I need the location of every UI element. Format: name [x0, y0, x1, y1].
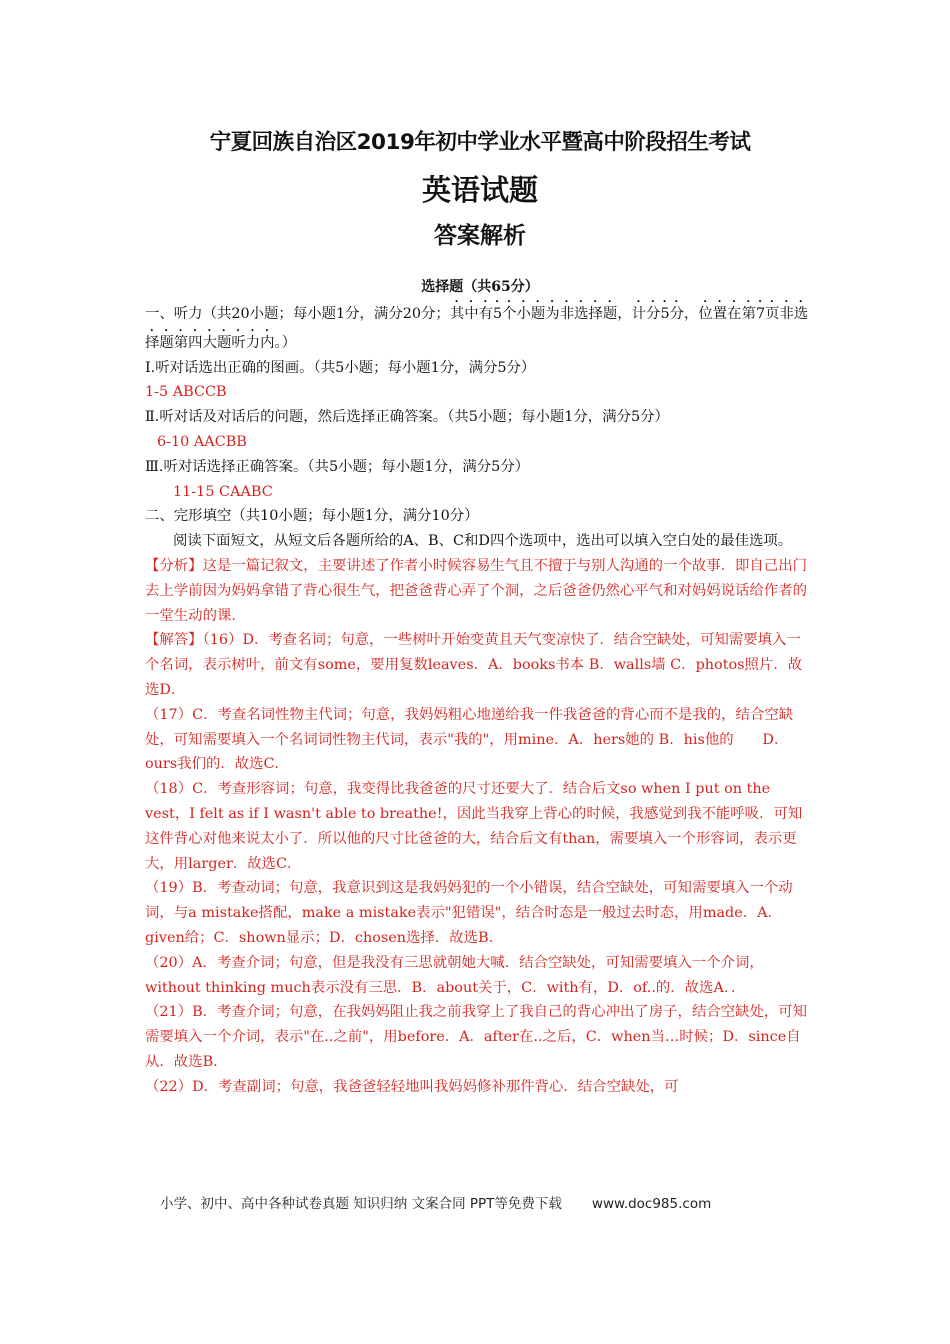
cloze-analysis: 【分析】这是一篇记叙文，主要讲述了作者小时候容易生气且不擅于与别人沟通的一个故事．即自己出门去上学前因为妈妈拿错了背心很生气，把爸爸背心弄了个洞，之后爸爸仍然心平气和对妈妈说话给作者的一堂生动的课．: [145, 557, 807, 624]
answer-q22: （22）D．考查副词；句意，我爸爸轻轻地叫我妈妈修补那件背心．结合空缺处，可: [145, 1078, 679, 1095]
cloze-instruction: 阅读下面短文，从短文后各题所给的A、B、C和D四个选项中，选出可以填入空白处的最佳选项。: [173, 533, 793, 550]
listening-part3: Ⅲ.听对话选择正确答案。（共5小题；每小题1分，满分5分）: [145, 458, 530, 475]
answer-q17: （17）C．考查名词性物主代词；句意，我妈妈粗心地递给我一件我爸爸的背心而不是我的，结合空缺处，可知需要填入一个名词词性物主代词，表示"我的"，用mine．A．hers她的 B．his他的 D．ours我们的．故选C．: [145, 706, 794, 773]
answer-q19: （19）B．考查动词；句意，我意识到这是我妈妈犯的一个小错误，结合空缺处，可知需要填入一个动词，与a mistake搭配，make a mistake表示"犯错误"，结合时态是一般过去时态，用made．A．given给；C．shown显示；D．chosen选择．故选B．: [145, 880, 793, 946]
cloze-heading: 二、完形填空（共10小题；每小题1分，满分10分）: [145, 508, 479, 525]
answer-q20: （20）A．考查介词；句意，但是我没有三思就朝她大喊．结合空缺处，可知需要填入一个介词，without thinking much表示没有三思．B．about关于，C．with有，D．of..的．故选A．．: [145, 954, 764, 996]
answer-q16: 【解答】（16）D．考查名词；句意，一些树叶开始变黄且天气变凉快了．结合空缺处，可知需要填入一个名词，表示树叶，前文有some，要用复数leaves．A．books书本 B．walls墙 C．photos照片．故选D．: [145, 632, 803, 698]
listening-intro: 一、听力（共20小题；每小题1分，满分20分；其中有5个小题为非选择题，计分5分，位置在第7页非选择题第四大题听力内。）: [145, 306, 809, 351]
answer-q21: （21）B．考查介词；句意，在我妈妈阻止我之前我穿上了我自己的背心冲出了房子，结合空缺处，可知需要填入一个介词，表示"在..之前"，用before．A．after在..之后，C．when当…时候；D．since自从．故选B．: [145, 1004, 808, 1070]
subject-title: 英语试题: [421, 173, 538, 207]
footer-url[interactable]: www.doc985.com: [591, 1196, 712, 1212]
answer-q18: （18）C．考查形容词；句意，我变得比我爸爸的尺寸还要大了．结合后文so when I put on the vest，I felt as if I wasn't able to breathe!，因此当我穿上背心的时候，我感觉到我不能呼吸．可知这件背心对他来说太小了．所以他的尺寸比爸爸的大，结合后文有than，需要填入一个形容词，表示更大，用larger．故选C．: [145, 781, 803, 872]
listening-part1: Ⅰ.听对话选出正确的图画。（共5小题；每小题1分，满分5分）: [145, 359, 536, 376]
section-heading: 选择题（共65分）: [421, 279, 539, 295]
exam-title: 宁夏回族自治区2019年初中学业水平暨高中阶段招生考试: [209, 130, 751, 155]
listening-answer3: 11-15 CAABC: [173, 483, 273, 500]
listening-part2: Ⅱ.听对话及对话后的问题，然后选择正确答案。（共5小题；每小题1分，满分5分）: [145, 409, 669, 426]
answer-title: 答案解析: [434, 223, 526, 249]
listening-answer1: 1-5 ABCCB: [145, 384, 227, 401]
footer-text: 小学、初中、高中各种试卷真题 知识归纳 文案合同 PPT等免费下载: [160, 1196, 562, 1212]
page-footer: [160, 1192, 800, 1212]
listening-answer2: 6-10 AACBB: [157, 433, 247, 450]
document-page: [145, 128, 815, 1100]
